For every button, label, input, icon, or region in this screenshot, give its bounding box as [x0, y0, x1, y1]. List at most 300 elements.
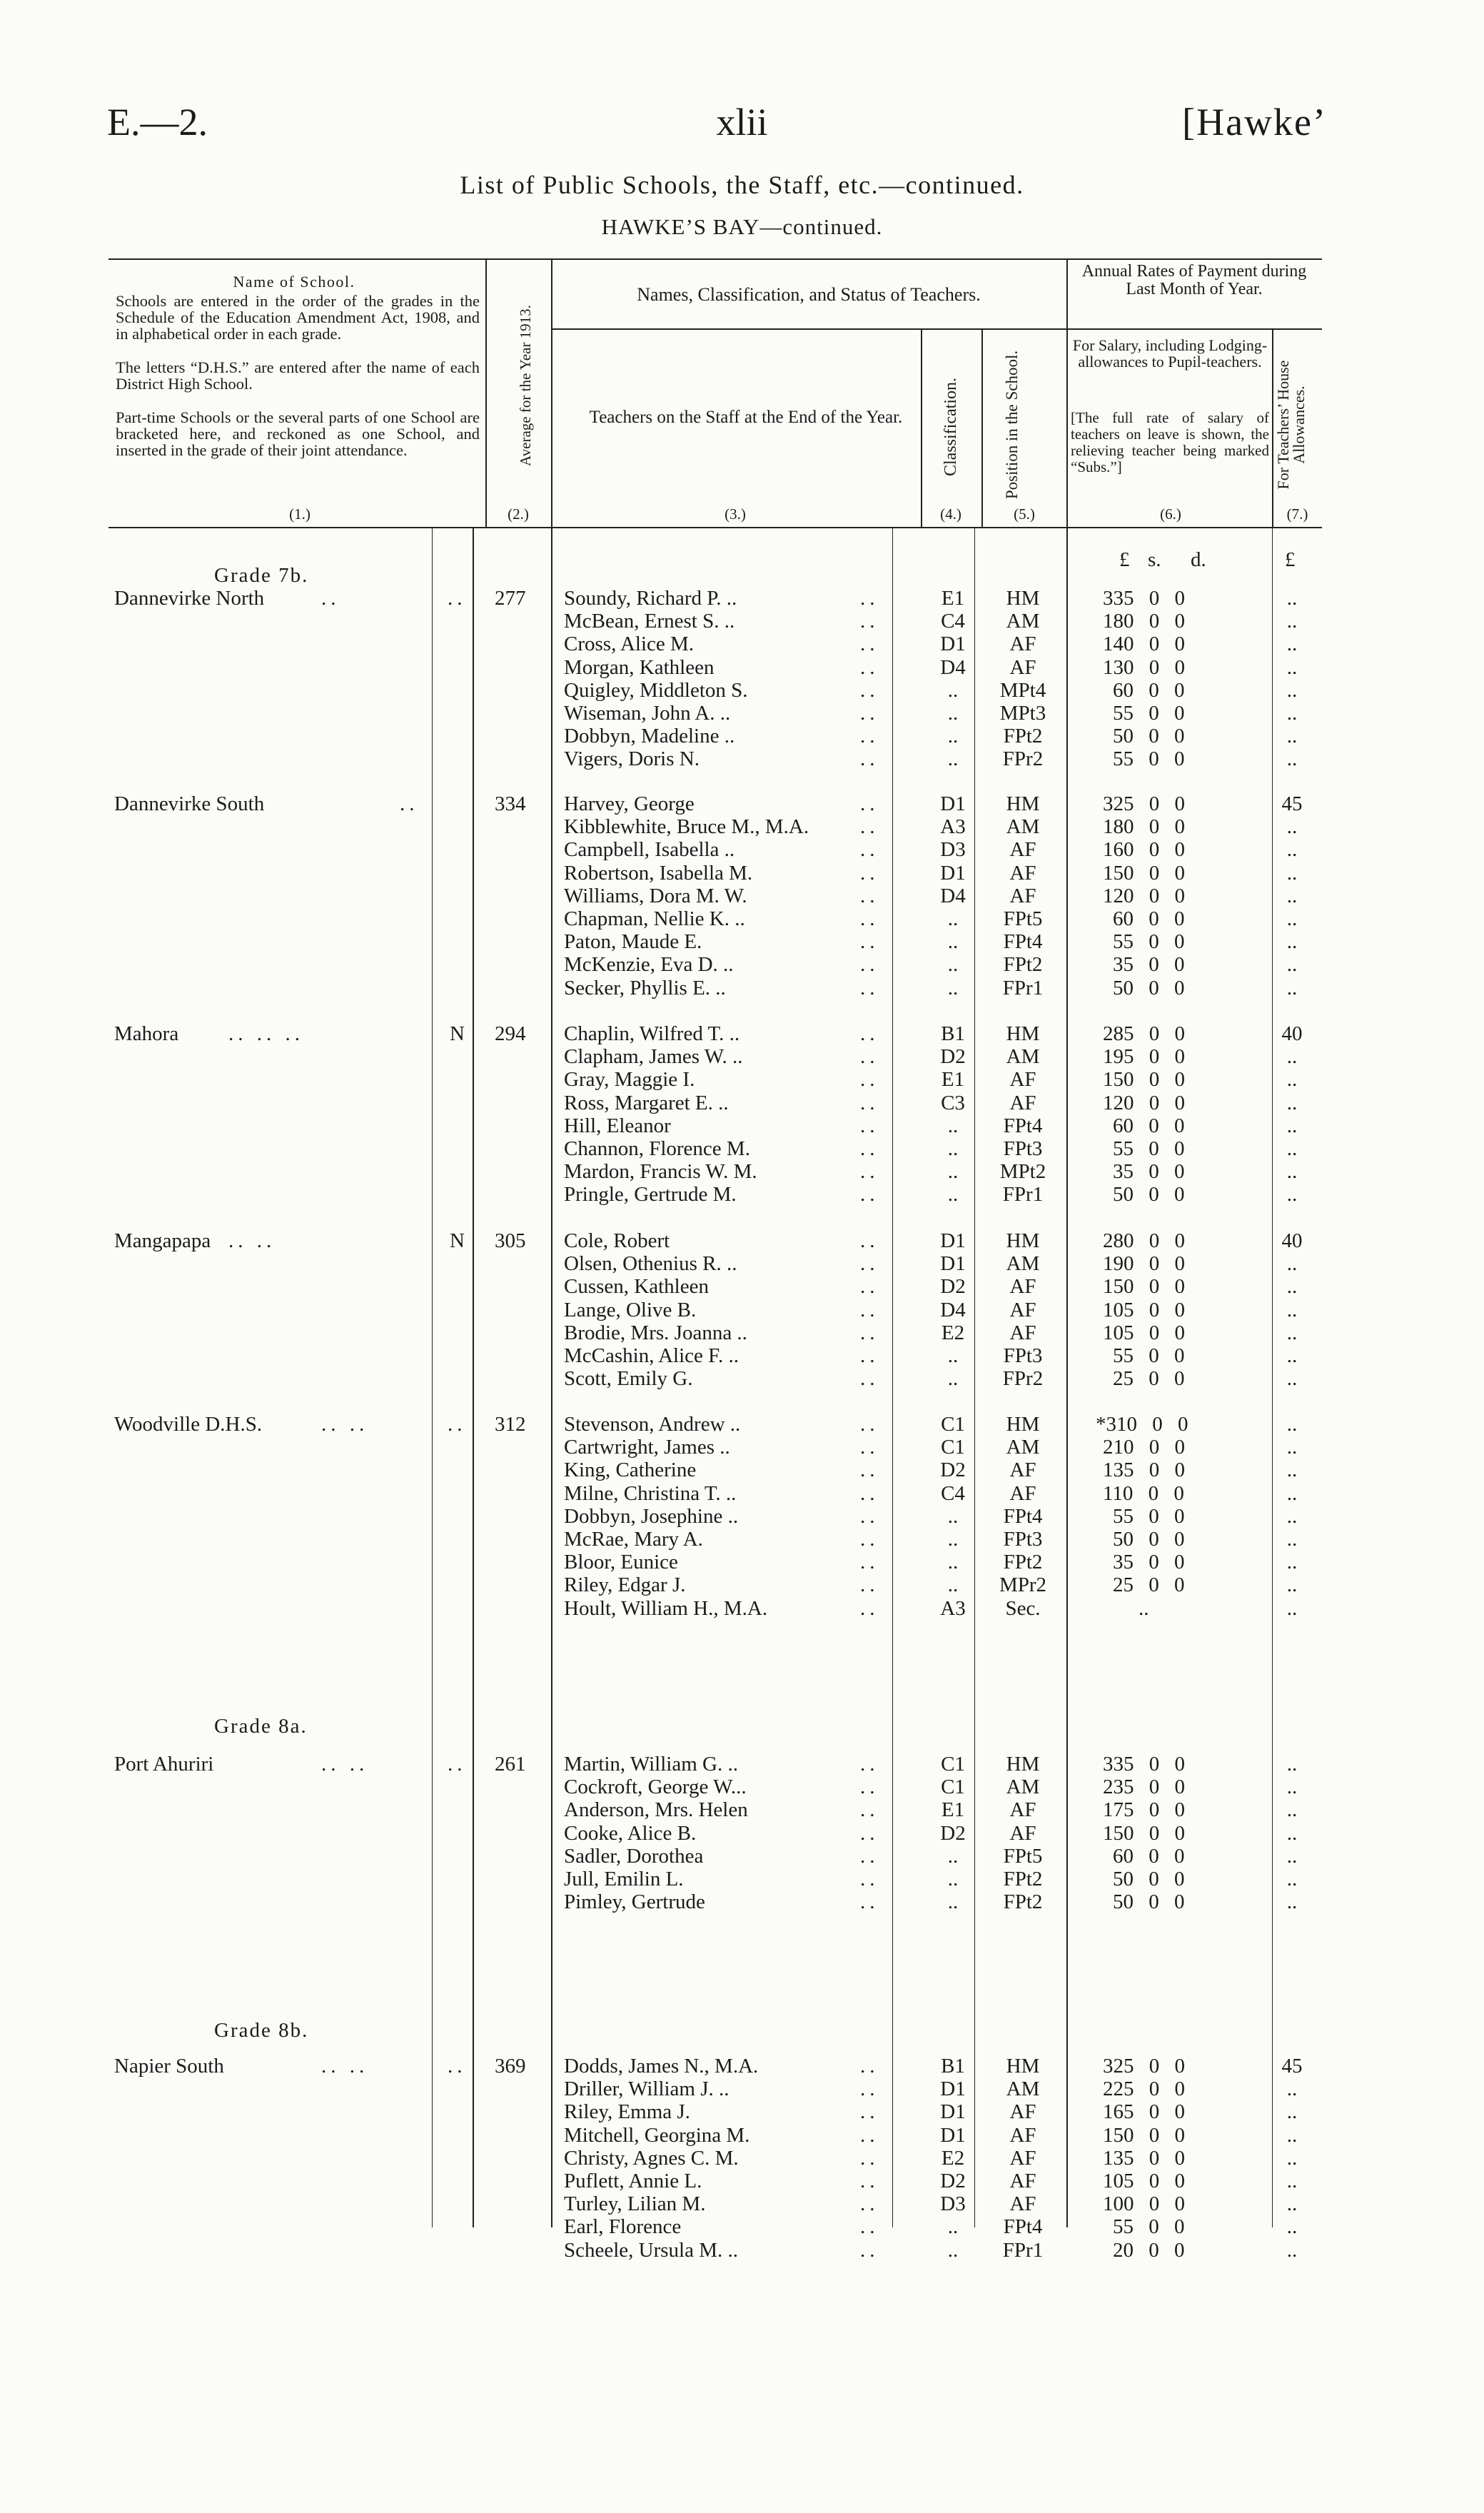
teacher-position: HM [1006, 1413, 1040, 1436]
leader-dots: .. [860, 2055, 879, 2078]
school-name: Dannevirke North [114, 587, 265, 610]
teacher-classification: .. [947, 2238, 959, 2262]
teacher-salary: 180 0 0 [1103, 815, 1185, 839]
page-ref-left: E.—2. [107, 101, 208, 143]
teacher-position: HM [1006, 1229, 1040, 1252]
teacher-position: AF [1009, 2123, 1036, 2147]
teacher-classification: D2 [940, 1821, 966, 1845]
teacher-house-allowance: 40 [1281, 1022, 1303, 1045]
school-name: Mangapapa [114, 1229, 211, 1252]
teacher-position: AF [1009, 1481, 1036, 1505]
teacher-salary: 280 0 0 [1103, 1229, 1185, 1252]
leader-dots: .. [860, 907, 879, 930]
teachers-group-rule [551, 328, 1066, 330]
school-average: 294 [495, 1022, 526, 1045]
teacher-name: Paton, Maude E. [564, 930, 702, 954]
leader-dots: .. [860, 2146, 879, 2170]
teacher-house-allowance: .. [1286, 2078, 1298, 2101]
teacher-name: Scott, Emily G. [564, 1367, 693, 1391]
teacher-house-allowance: .. [1286, 702, 1298, 725]
currency-allowance-pounds: £ [1285, 548, 1296, 571]
leader-dots: .. [860, 1367, 879, 1391]
teacher-position: FPt2 [1003, 1868, 1043, 1890]
leader-dots: .. [860, 2215, 879, 2239]
col-number-1: (1.) [289, 505, 311, 523]
teacher-name: Dobbyn, Madeline .. [564, 725, 735, 748]
teacher-salary: 60 0 0 [1113, 1114, 1185, 1137]
teacher-salary: 195 0 0 [1103, 1045, 1185, 1069]
school-average: 312 [495, 1413, 526, 1436]
teacher-salary: 35 0 0 [1113, 1160, 1185, 1184]
teacher-house-allowance: .. [1286, 815, 1298, 839]
teacher-position: FPr1 [1002, 976, 1044, 999]
table-top-rule [108, 258, 1322, 260]
teacher-classification: D4 [940, 655, 966, 679]
leader-dots: .. [860, 1551, 879, 1574]
leader-dots: .. [860, 655, 879, 679]
school-average: 277 [495, 587, 526, 610]
teacher-name: Robertson, Isabella M. [564, 861, 753, 885]
col2-title: Average for the Year 1913. [517, 305, 534, 466]
teacher-house-allowance: .. [1286, 678, 1298, 702]
leader-dots: .. [860, 610, 879, 633]
teacher-house-allowance: .. [1286, 1321, 1298, 1344]
teacher-house-allowance: .. [1286, 1868, 1298, 1890]
teacher-name: Clapham, James W. .. [564, 1045, 743, 1069]
leader-dots: .. [860, 1137, 879, 1160]
teacher-name: McRae, Mary A. [564, 1528, 703, 1551]
teacher-house-allowance: .. [1286, 587, 1298, 610]
teacher-house-allowance: .. [1286, 2100, 1298, 2124]
teacher-house-allowance: .. [1286, 1252, 1298, 1276]
teacher-name: Hill, Eleanor [564, 1114, 671, 1137]
teacher-classification: E2 [941, 1321, 965, 1344]
teacher-name: Ross, Margaret E. .. [564, 1091, 729, 1114]
leader-dots: .. [860, 678, 879, 702]
leader-dots: .. .. [321, 1753, 369, 1776]
teacher-salary: 55 0 0 [1113, 702, 1185, 725]
teacher-salary: 135 0 0 [1103, 2146, 1185, 2170]
teacher-position: AM [1006, 2078, 1040, 2101]
col-sep-5 [1066, 258, 1068, 527]
teacher-name: Puflett, Annie L. [564, 2170, 702, 2192]
teacher-name: Pringle, Gertrude M. [564, 1183, 737, 1207]
leader-dots: .. [860, 1844, 879, 1868]
teacher-house-allowance: .. [1286, 953, 1298, 977]
teacher-classification: D1 [940, 1252, 966, 1276]
teacher-position: FPr1 [1002, 2238, 1044, 2262]
currency-pounds: £ [1119, 548, 1130, 571]
col1-note-2: The letters “D.H.S.” are entered after the name of each District High School. [116, 358, 480, 393]
teacher-position: Sec. [1005, 1596, 1041, 1620]
teacher-classification: D1 [940, 861, 966, 885]
teacher-position: FPr1 [1002, 1183, 1044, 1207]
teacher-position: AF [1009, 2170, 1036, 2192]
teacher-salary: 105 0 0 [1103, 1298, 1185, 1321]
teacher-house-allowance: .. [1286, 1114, 1298, 1137]
leader-dots: .. .. [321, 1413, 369, 1436]
teacher-name: Bloor, Eunice [564, 1551, 678, 1574]
teacher-house-allowance: .. [1286, 907, 1298, 930]
teacher-position: AF [1009, 838, 1036, 862]
leader-dots: .. [860, 2100, 879, 2124]
rates-group-rule [1066, 328, 1322, 330]
teacher-salary: 50 0 0 [1113, 1183, 1185, 1207]
col-sep-6 [1272, 328, 1273, 527]
teacher-salary: 55 0 0 [1113, 1137, 1185, 1160]
teacher-house-allowance: .. [1286, 1821, 1298, 1845]
teacher-salary: 150 0 0 [1103, 2123, 1185, 2147]
leader-dots: .. [860, 633, 879, 656]
teacher-classification: .. [947, 1160, 959, 1184]
teacher-classification: D1 [940, 2123, 966, 2147]
teacher-salary: 150 0 0 [1103, 1068, 1185, 1092]
teacher-classification: A3 [940, 1596, 966, 1620]
col1-note-3: Part-time Schools or the several parts of one School are bracketed here, and reckoned as one School, and inserted in the grade of their joint attendance. [116, 408, 480, 459]
teacher-position: FPt2 [1003, 1890, 1043, 1914]
teacher-position: AF [1009, 633, 1036, 656]
teacher-house-allowance: .. [1286, 1436, 1298, 1459]
teacher-name: Gray, Maggie I. [564, 1068, 695, 1092]
teacher-name: Cole, Robert [564, 1229, 670, 1252]
table-header-bottom-rule [108, 527, 1322, 528]
teacher-house-allowance: .. [1286, 610, 1298, 633]
teacher-salary: 175 0 0 [1103, 1798, 1185, 1822]
teacher-salary: 110 0 0 [1103, 1481, 1184, 1505]
teacher-name: Wiseman, John A. .. [564, 702, 731, 725]
teacher-position: AF [1009, 1091, 1036, 1114]
school-name: Napier South [114, 2055, 224, 2078]
leader-dots: .. [860, 1868, 879, 1890]
currency-shillings: s. [1148, 548, 1161, 571]
teacher-house-allowance: .. [1286, 1160, 1298, 1184]
teacher-salary: 150 0 0 [1103, 1821, 1185, 1845]
teacher-position: AM [1006, 1045, 1040, 1069]
teacher-classification: .. [947, 1573, 959, 1597]
leader-dots: .. [860, 725, 879, 748]
teacher-position: AM [1006, 815, 1040, 839]
leader-dots: .. [860, 1068, 879, 1092]
teacher-salary: 335 0 0 [1103, 1753, 1185, 1776]
teacher-classification: E1 [941, 587, 965, 610]
teacher-house-allowance: .. [1286, 1776, 1298, 1799]
teacher-classification: .. [947, 1890, 959, 1914]
teacher-house-allowance: .. [1286, 1068, 1298, 1092]
teacher-name: Cockroft, George W... [564, 1776, 747, 1799]
teacher-classification: D2 [940, 1275, 966, 1299]
leader-dots: .. [860, 1528, 879, 1551]
teacher-salary: 35 0 0 [1113, 953, 1185, 977]
teacher-salary: 150 0 0 [1103, 861, 1185, 885]
leader-dots: .. [860, 838, 879, 862]
teacher-house-allowance: .. [1286, 1481, 1298, 1505]
teacher-position: AM [1006, 1436, 1040, 1459]
teacher-position: AF [1009, 2146, 1036, 2170]
teacher-name: Riley, Emma J. [564, 2100, 690, 2124]
teacher-name: Milne, Christina T. .. [564, 1481, 737, 1505]
teacher-classification: .. [947, 1114, 959, 1137]
teacher-classification: .. [947, 976, 959, 999]
teacher-classification: .. [947, 2215, 959, 2239]
leader-dots: .. [860, 1275, 879, 1299]
teacher-name: Cooke, Alice B. [564, 1821, 697, 1845]
teacher-classification: D1 [940, 2078, 966, 2101]
teacher-classification: .. [947, 747, 959, 771]
teacher-position: MPt2 [999, 1160, 1046, 1184]
teacher-name: Mitchell, Georgina M. [564, 2123, 750, 2147]
teacher-position: FPr2 [1002, 1367, 1044, 1391]
teacher-classification: .. [947, 930, 959, 954]
leader-dots: .. [860, 1798, 879, 1822]
teacher-position: AF [1009, 1821, 1036, 1845]
body-sep-2 [473, 528, 474, 2227]
leader-dots: .. [860, 930, 879, 954]
currency-pence: d. [1191, 548, 1206, 571]
teacher-classification: E1 [941, 1798, 965, 1822]
teacher-position: AM [1006, 1252, 1040, 1276]
teacher-salary: .. [1139, 1596, 1149, 1620]
teacher-classification: .. [947, 725, 959, 748]
teacher-salary: 165 0 0 [1103, 2100, 1185, 2124]
teacher-name: Jull, Emilin L. [564, 1868, 684, 1890]
body-sep-4 [892, 528, 893, 2227]
teacher-house-allowance: .. [1286, 1298, 1298, 1321]
teacher-house-allowance: .. [1286, 838, 1298, 862]
teacher-position: AF [1009, 2100, 1036, 2124]
teacher-position: FPt2 [1003, 1551, 1043, 1574]
teacher-house-allowance: .. [1286, 2170, 1298, 2192]
teacher-house-allowance: .. [1286, 1573, 1298, 1597]
leader-dots: .. [860, 1596, 879, 1620]
body-sep-3 [551, 528, 552, 2227]
col6-title: For Salary, including Lodging-allowances to Pupil-teachers. [1072, 336, 1268, 371]
teacher-classification: A3 [940, 815, 966, 839]
leader-dots: .. [860, 1890, 879, 1914]
leader-dots: .. [860, 1436, 879, 1459]
teacher-house-allowance: .. [1286, 1798, 1298, 1822]
teacher-salary: 50 0 0 [1113, 976, 1185, 999]
leader-dots: .. [860, 587, 879, 610]
teacher-name: Dodds, James N., M.A. [564, 2055, 759, 2078]
teacher-position: AF [1009, 1298, 1036, 1321]
teacher-house-allowance: .. [1286, 725, 1298, 748]
teacher-house-allowance: .. [1286, 1844, 1298, 1868]
teacher-name: Channon, Florence M. [564, 1137, 750, 1160]
leader-dots: .. [860, 1344, 879, 1367]
teacher-name: Quigley, Middleton S. [564, 678, 748, 702]
school-name: Dannevirke South [114, 792, 265, 815]
teacher-salary: 120 0 0 [1103, 884, 1185, 907]
teacher-salary: 120 0 0 [1103, 1091, 1185, 1114]
leader-dots: .. [860, 815, 879, 839]
teacher-salary: 55 0 0 [1113, 930, 1185, 954]
col-number-5: (5.) [1014, 505, 1035, 523]
teacher-name: Pimley, Gertrude [564, 1890, 705, 1914]
teacher-salary: 235 0 0 [1103, 1776, 1185, 1799]
teacher-name: Chaplin, Wilfred T. .. [564, 1022, 740, 1045]
teacher-house-allowance: .. [1286, 2192, 1298, 2216]
teacher-name: Earl, Florence [564, 2215, 682, 2239]
teacher-classification: C1 [941, 1753, 965, 1776]
teacher-classification: C3 [941, 1091, 965, 1114]
school-mark: N [450, 1022, 465, 1045]
page-title: List of Public Schools, the Staff, etc.—continued. [460, 171, 1024, 199]
teacher-name: Soundy, Richard P. .. [564, 587, 737, 610]
school-name: Port Ahuriri [114, 1753, 214, 1776]
teacher-name: Cross, Alice M. [564, 633, 695, 656]
teacher-position: FPt3 [1003, 1344, 1043, 1367]
col5-title: Position in the School. [1003, 350, 1021, 500]
teacher-position: MPr2 [999, 1573, 1047, 1597]
teacher-salary: 55 0 0 [1113, 747, 1185, 771]
teacher-house-allowance: .. [1286, 884, 1298, 907]
teacher-salary: 50 0 0 [1113, 1868, 1185, 1890]
teacher-classification: C1 [941, 1776, 965, 1799]
teacher-classification: D1 [940, 1229, 966, 1252]
school-name: Woodville D.H.S. [114, 1413, 263, 1436]
teacher-position: MPt4 [999, 678, 1046, 702]
teacher-position: AF [1009, 1275, 1036, 1299]
teacher-name: Riley, Edgar J. [564, 1573, 686, 1597]
leader-dots: .. [860, 976, 879, 999]
teacher-salary: 60 0 0 [1113, 678, 1185, 702]
school-average: 369 [495, 2055, 526, 2078]
teacher-house-allowance: .. [1286, 1091, 1298, 1114]
page-number: xlii [716, 101, 768, 143]
teacher-classification: E1 [941, 1068, 965, 1092]
teacher-house-allowance: 45 [1281, 792, 1303, 815]
teacher-classification: D3 [940, 838, 966, 862]
col-number-6: (6.) [1160, 505, 1181, 523]
teacher-house-allowance: .. [1286, 1459, 1298, 1482]
school-mark: N [450, 1229, 465, 1252]
teacher-classification: D1 [940, 2100, 966, 2124]
leader-dots: .. [860, 1459, 879, 1482]
teacher-salary: 180 0 0 [1103, 610, 1185, 633]
teacher-name: Martin, William G. .. [564, 1753, 738, 1776]
leader-dots: .. [860, 2123, 879, 2147]
page-ref-right: [Hawke’ [1182, 101, 1327, 143]
teacher-position: MPt3 [999, 702, 1046, 725]
leader-dots: .. [860, 1114, 879, 1137]
teacher-position: FPt3 [1003, 1528, 1043, 1551]
teacher-name: Driller, William J. .. [564, 2078, 730, 2101]
grade-heading: Grade 7b. [214, 564, 309, 587]
teacher-classification: D4 [940, 1298, 966, 1321]
leader-dots: .. [400, 792, 419, 815]
teacher-house-allowance: .. [1286, 2146, 1298, 2170]
teacher-name: Lange, Olive B. [564, 1298, 697, 1321]
body-sep-1 [432, 528, 433, 2227]
teacher-salary: 35 0 0 [1113, 1551, 1185, 1574]
teacher-house-allowance: .. [1286, 1137, 1298, 1160]
leader-dots: .. [321, 587, 340, 610]
leader-dots: .. [860, 1413, 879, 1436]
teacher-name: Anderson, Mrs. Helen [564, 1798, 748, 1822]
teacher-position: AM [1006, 1776, 1040, 1799]
teacher-salary: 25 0 0 [1113, 1573, 1185, 1597]
leader-dots: .. [860, 884, 879, 907]
teacher-name: Christy, Agnes C. M. [564, 2146, 739, 2170]
leader-dots: .. [860, 1298, 879, 1321]
teacher-salary: 60 0 0 [1113, 1844, 1185, 1868]
teacher-classification: C4 [941, 1481, 965, 1505]
teacher-name: Campbell, Isabella .. [564, 838, 735, 862]
teacher-position: FPt2 [1003, 725, 1043, 748]
teacher-classification: .. [947, 1504, 959, 1528]
teacher-salary: 285 0 0 [1103, 1022, 1185, 1045]
teacher-house-allowance: .. [1286, 1504, 1298, 1528]
teacher-house-allowance: .. [1286, 861, 1298, 885]
leader-dots: .. [860, 1022, 879, 1045]
teacher-house-allowance: .. [1286, 1344, 1298, 1367]
teacher-classification: .. [947, 1367, 959, 1391]
grade-heading: Grade 8b. [214, 2019, 309, 2042]
col3-title: Teachers on the Staff at the End of the Year. [589, 408, 903, 427]
teacher-house-allowance: .. [1286, 930, 1298, 954]
teacher-classification: .. [947, 953, 959, 977]
leader-dots: .. [860, 747, 879, 771]
col4-title: Classification. [942, 378, 960, 476]
col1-title: Name of School. [233, 273, 355, 291]
leader-dots: .. [860, 2238, 879, 2262]
teacher-position: AF [1009, 861, 1036, 885]
teacher-classification: .. [947, 1844, 959, 1868]
rates-group-title: Annual Rates of Payment during Last Month of Year. [1081, 262, 1307, 298]
teacher-house-allowance: .. [1286, 1528, 1298, 1551]
teacher-classification: .. [947, 1528, 959, 1551]
leader-dots: .. [860, 2170, 879, 2192]
grade-heading: Grade 8a. [214, 1715, 308, 1738]
col7-title: For Teachers’ House Allowances. [1274, 360, 1308, 490]
teacher-name: Olsen, Othenius R. .. [564, 1252, 737, 1276]
col6-note: [The full rate of salary of teachers on leave is shown, the relieving teacher being marked “Subs.”] [1071, 409, 1269, 475]
teacher-position: AF [1009, 1068, 1036, 1092]
leader-dots: .. .. .. [228, 1022, 304, 1045]
teacher-salary: 140 0 0 [1103, 633, 1185, 656]
leader-dots: .. [860, 1045, 879, 1069]
teacher-salary: *310 0 0 [1096, 1413, 1188, 1436]
teacher-classification: D1 [940, 633, 966, 656]
teacher-salary: 105 0 0 [1103, 2170, 1185, 2192]
teacher-name: Vigers, Doris N. [564, 747, 700, 771]
teacher-salary: 100 0 0 [1103, 2192, 1185, 2216]
teacher-house-allowance: .. [1286, 747, 1298, 771]
teacher-salary: 150 0 0 [1103, 1275, 1185, 1299]
leader-dots: .. [860, 1321, 879, 1344]
leader-dots: .. [448, 1753, 467, 1776]
teacher-classification: .. [947, 1551, 959, 1574]
teacher-classification: E2 [941, 2146, 965, 2170]
teacher-name: Turley, Lilian M. [564, 2192, 706, 2216]
teacher-classification: D1 [940, 792, 966, 815]
col-number-4: (4.) [940, 505, 961, 523]
teacher-salary: 325 0 0 [1103, 792, 1185, 815]
teacher-salary: 190 0 0 [1103, 1252, 1185, 1276]
teacher-house-allowance: .. [1286, 1753, 1298, 1776]
teacher-name: Sadler, Dorothea [564, 1844, 704, 1868]
teacher-classification: C4 [941, 610, 965, 633]
leader-dots: .. [860, 1753, 879, 1776]
teacher-house-allowance: .. [1286, 1183, 1298, 1207]
teacher-house-allowance: .. [1286, 1551, 1298, 1574]
teacher-salary: 50 0 0 [1113, 1528, 1185, 1551]
teacher-classification: D2 [940, 1045, 966, 1069]
teacher-salary: 225 0 0 [1103, 2078, 1185, 2101]
teacher-salary: 105 0 0 [1103, 1321, 1185, 1344]
teacher-classification: D3 [940, 2192, 966, 2216]
teacher-salary: 135 0 0 [1103, 1459, 1185, 1482]
